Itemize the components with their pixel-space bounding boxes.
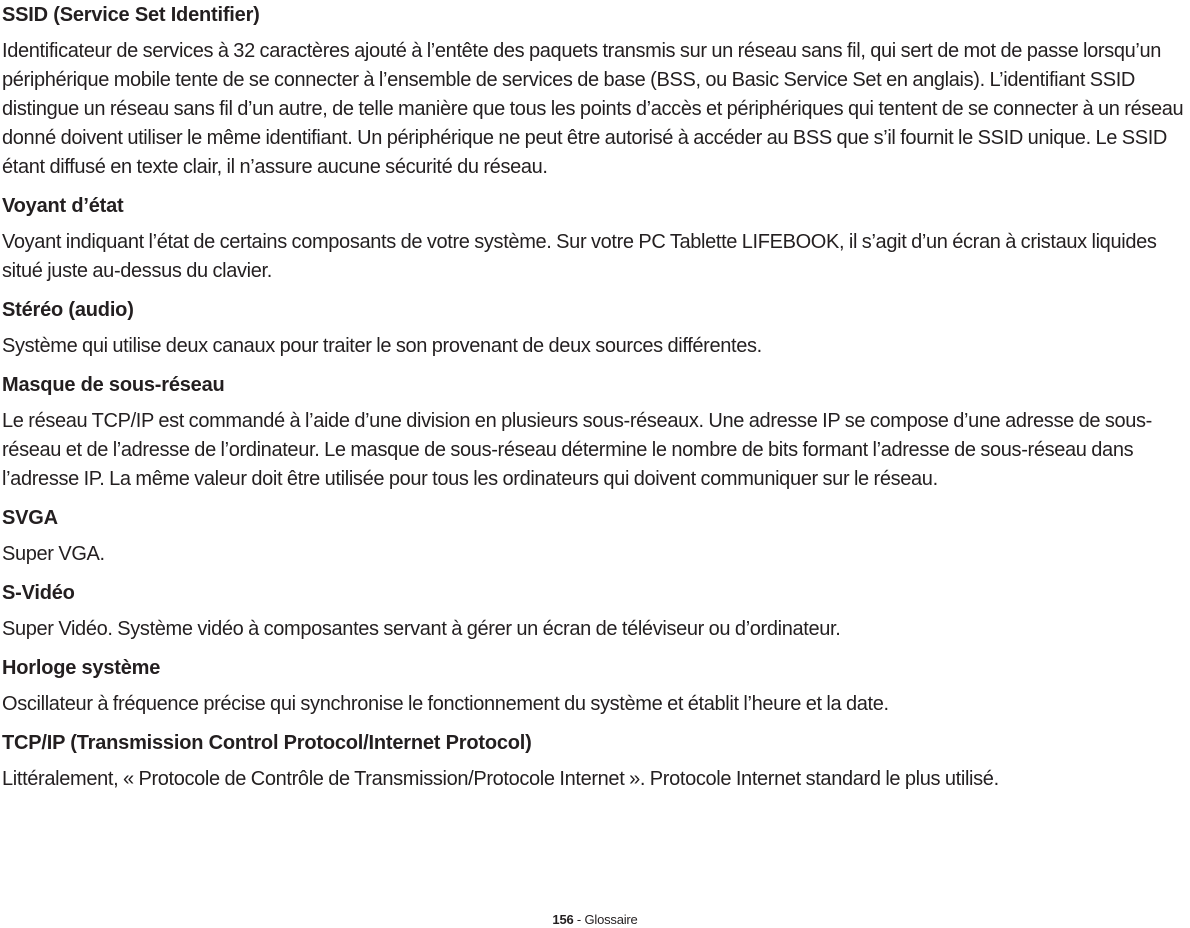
glossary-term: Voyant d’état [2,195,124,217]
glossary-entry-tcp-ip [2,728,1188,794]
glossary-term: SSID (Service Set Identifier) [2,4,260,26]
glossary-definition: Système qui utilise deux canaux pour traiter le son provenant de deux sources différentes. [2,335,762,357]
glossary-definition: Super VGA. [2,543,105,565]
glossary-definition: Identificateur de services à 32 caractères ajouté à l’entête des paquets transmis sur un réseau sans fil, qui sert de mot de passe lorsqu’un périphérique mobile tente de se connecter à l’ensemble de services de base (BSS, ou Basic Service Set en anglais). L’identifiant SSID distingue un réseau sans fil d’un autre, de telle manière que tous les points d’accès et périphériques qui tentent de se connecter à un réseau donné doivent utiliser le même identifiant. Un périphérique ne peut être autorisé à accéder au BSS que s’il fournit le SSID unique. Le SSID étant diffusé en texte clair, il n’assure aucune sécurité du réseau. [2,40,1184,178]
glossary-term: S-Vidéo [2,582,75,604]
glossary-definition: Littéralement, « Protocole de Contrôle de Transmission/Protocole Internet ». Protocole Internet standard le plus utilisé. [2,768,999,790]
glossary-entry-s-video [2,578,1188,644]
glossary-entry-svga [2,503,1188,569]
footer-section: Glossaire [584,912,638,927]
glossary-content [2,0,1188,803]
footer-separator: - [573,912,585,927]
glossary-term: Masque de sous-réseau [2,374,225,396]
page-footer [0,912,1190,928]
glossary-term: Horloge système [2,657,161,679]
glossary-entry-ssid [2,0,1188,182]
glossary-definition: Voyant indiquant l’état de certains composants de votre système. Sur votre PC Tablette LIFEBOOK, il s’agit d’un écran à cristaux liquides situé juste au-dessus du clavier. [2,231,1157,282]
glossary-term: TCP/IP (Transmission Control Protocol/Internet Protocol) [2,732,532,754]
glossary-entry-masque-sous-reseau [2,370,1188,494]
glossary-entry-stereo [2,295,1188,361]
glossary-entry-horloge-systeme [2,653,1188,719]
glossary-definition: Oscillateur à fréquence précise qui synchronise le fonctionnement du système et établit l’heure et la date. [2,693,889,715]
glossary-term: Stéréo (audio) [2,299,134,321]
glossary-definition: Le réseau TCP/IP est commandé à l’aide d’une division en plusieurs sous-réseaux. Une adresse IP se compose d’une adresse de sous-réseau et de l’adresse de l’ordinateur. Le masque de sous-réseau détermine le nombre de bits formant l’adresse de sous-réseau dans l’adresse IP. La même valeur doit être utilisée pour tous les ordinateurs qui doivent communiquer sur le réseau. [2,410,1152,490]
page-number: 156 [552,912,574,927]
glossary-term: SVGA [2,507,58,529]
glossary-entry-voyant-etat [2,191,1188,286]
glossary-definition: Super Vidéo. Système vidéo à composantes servant à gérer un écran de téléviseur ou d’ordinateur. [2,618,841,640]
